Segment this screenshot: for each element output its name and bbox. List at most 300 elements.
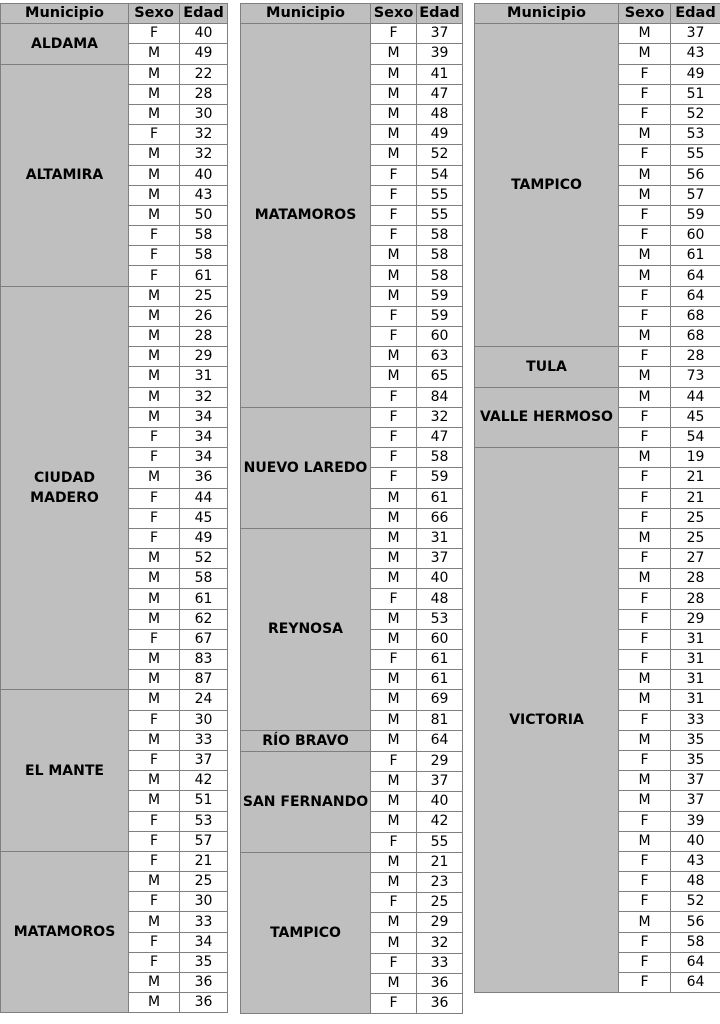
edad-cell: 43: [671, 44, 720, 64]
edad-cell: 83: [180, 650, 228, 670]
sexo-cell: F: [371, 994, 417, 1014]
edad-cell: 61: [671, 246, 720, 266]
edad-cell: 65: [417, 367, 463, 387]
sexo-cell: M: [371, 771, 417, 791]
sexo-cell: M: [619, 912, 671, 932]
sexo-cell: M: [371, 549, 417, 569]
edad-cell: 52: [671, 892, 720, 912]
sexo-cell: M: [371, 367, 417, 387]
sexo-cell: M: [129, 650, 180, 670]
table-row: [1, 64, 228, 84]
edad-cell: 58: [180, 246, 228, 266]
edad-cell: 61: [180, 589, 228, 609]
header-municipio: Municipio: [241, 4, 371, 24]
edad-cell: 32: [180, 387, 228, 407]
sexo-cell: F: [371, 205, 417, 225]
sexo-cell: M: [371, 609, 417, 629]
edad-cell: 63: [417, 347, 463, 367]
sexo-cell: M: [129, 104, 180, 124]
edad-cell: 68: [671, 306, 720, 326]
edad-cell: 37: [180, 750, 228, 770]
sexo-cell: F: [619, 973, 671, 993]
sexo-cell: F: [129, 629, 180, 649]
sexo-cell: M: [619, 831, 671, 851]
table-row: [241, 407, 463, 427]
sexo-cell: F: [371, 407, 417, 427]
edad-cell: 51: [180, 791, 228, 811]
header-row: [475, 4, 720, 24]
edad-cell: 58: [671, 932, 720, 952]
sexo-cell: M: [129, 84, 180, 104]
edad-cell: 44: [671, 387, 720, 407]
sexo-cell: F: [129, 892, 180, 912]
edad-cell: 64: [671, 286, 720, 306]
sexo-cell: F: [371, 589, 417, 609]
edad-cell: 53: [671, 125, 720, 145]
edad-cell: 21: [180, 851, 228, 871]
data-table-middle: [240, 3, 463, 1014]
sexo-cell: F: [619, 104, 671, 124]
sexo-cell: F: [129, 811, 180, 831]
edad-cell: 31: [417, 528, 463, 548]
edad-cell: 29: [417, 751, 463, 771]
sexo-cell: F: [129, 710, 180, 730]
sexo-cell: F: [129, 246, 180, 266]
sexo-cell: F: [619, 892, 671, 912]
sexo-cell: F: [371, 427, 417, 447]
sexo-cell: F: [129, 508, 180, 528]
edad-cell: 58: [180, 569, 228, 589]
sexo-cell: M: [619, 690, 671, 710]
sexo-cell: F: [371, 24, 417, 44]
sexo-cell: M: [129, 589, 180, 609]
header-sexo: Sexo: [129, 4, 180, 24]
sexo-cell: M: [619, 266, 671, 286]
edad-cell: 48: [417, 589, 463, 609]
sexo-cell: F: [619, 427, 671, 447]
header-edad: Edad: [417, 4, 463, 24]
edad-cell: 39: [417, 44, 463, 64]
edad-cell: 62: [180, 609, 228, 629]
edad-cell: 34: [180, 427, 228, 447]
sexo-cell: M: [129, 993, 180, 1013]
edad-cell: 37: [417, 24, 463, 44]
edad-cell: 49: [671, 64, 720, 84]
edad-cell: 25: [180, 286, 228, 306]
edad-cell: 49: [180, 528, 228, 548]
edad-cell: 61: [417, 488, 463, 508]
edad-cell: 44: [180, 488, 228, 508]
sexo-cell: F: [619, 851, 671, 871]
table-row: [1, 851, 228, 871]
edad-cell: 67: [180, 629, 228, 649]
header-municipio: Municipio: [1, 4, 129, 24]
sexo-cell: M: [371, 145, 417, 165]
edad-cell: 40: [417, 792, 463, 812]
sexo-cell: F: [619, 205, 671, 225]
edad-cell: 27: [671, 549, 720, 569]
edad-cell: 47: [417, 427, 463, 447]
sexo-cell: F: [619, 609, 671, 629]
sexo-cell: M: [619, 670, 671, 690]
edad-cell: 31: [671, 650, 720, 670]
municipio-cell: MATAMOROS: [241, 24, 371, 408]
sexo-cell: M: [371, 246, 417, 266]
table-row: [241, 24, 463, 44]
edad-cell: 36: [180, 973, 228, 993]
sexo-cell: F: [129, 125, 180, 145]
header-row: [241, 4, 463, 24]
header-sexo: Sexo: [619, 4, 671, 24]
edad-cell: 33: [180, 730, 228, 750]
sexo-cell: M: [371, 730, 417, 751]
edad-cell: 40: [180, 24, 228, 44]
table-row: [241, 852, 463, 872]
edad-cell: 28: [180, 84, 228, 104]
table-row: [241, 528, 463, 548]
data-table-right: [474, 3, 720, 993]
sexo-cell: M: [129, 387, 180, 407]
municipio-cell: VICTORIA: [475, 448, 619, 993]
edad-cell: 33: [671, 710, 720, 730]
edad-cell: 43: [671, 851, 720, 871]
edad-cell: 32: [417, 933, 463, 953]
sexo-cell: F: [619, 306, 671, 326]
header-municipio: Municipio: [475, 4, 619, 24]
sexo-cell: M: [371, 812, 417, 832]
edad-cell: 31: [671, 670, 720, 690]
edad-cell: 31: [671, 690, 720, 710]
sexo-cell: M: [371, 852, 417, 872]
sexo-cell: F: [371, 832, 417, 852]
edad-cell: 64: [417, 730, 463, 751]
municipio-cell: MATAMOROS: [1, 851, 129, 1013]
edad-cell: 60: [671, 226, 720, 246]
sexo-cell: M: [129, 145, 180, 165]
sexo-cell: F: [371, 226, 417, 246]
edad-cell: 64: [671, 952, 720, 972]
edad-cell: 28: [671, 347, 720, 367]
edad-cell: 57: [180, 831, 228, 851]
sexo-cell: F: [619, 750, 671, 770]
edad-cell: 53: [180, 811, 228, 831]
edad-cell: 49: [417, 125, 463, 145]
edad-cell: 81: [417, 710, 463, 730]
edad-cell: 22: [180, 64, 228, 84]
table-row: [475, 448, 720, 468]
edad-cell: 34: [180, 407, 228, 427]
sexo-cell: M: [619, 771, 671, 791]
sexo-cell: M: [371, 104, 417, 124]
sexo-cell: M: [619, 125, 671, 145]
sexo-cell: F: [619, 811, 671, 831]
edad-cell: 45: [671, 407, 720, 427]
municipio-cell: SAN FERNANDO: [241, 751, 371, 852]
sexo-cell: M: [371, 44, 417, 64]
sexo-cell: F: [619, 145, 671, 165]
sexo-cell: F: [619, 508, 671, 528]
edad-cell: 25: [180, 872, 228, 892]
sexo-cell: F: [129, 24, 180, 44]
edad-cell: 55: [417, 185, 463, 205]
edad-cell: 35: [180, 952, 228, 972]
data-table-left: [0, 3, 228, 1013]
edad-cell: 29: [671, 609, 720, 629]
sexo-cell: M: [129, 347, 180, 367]
sexo-cell: M: [371, 569, 417, 589]
municipio-cell: NUEVO LAREDO: [241, 407, 371, 528]
sexo-cell: M: [129, 791, 180, 811]
sexo-cell: F: [129, 831, 180, 851]
sexo-cell: M: [619, 387, 671, 407]
edad-cell: 61: [180, 266, 228, 286]
edad-cell: 36: [180, 468, 228, 488]
edad-cell: 39: [671, 811, 720, 831]
edad-cell: 68: [671, 327, 720, 347]
sexo-cell: M: [371, 933, 417, 953]
edad-cell: 37: [417, 549, 463, 569]
sexo-cell: F: [619, 347, 671, 367]
municipio-cell: CIUDAD MADERO: [1, 286, 129, 690]
edad-cell: 54: [417, 165, 463, 185]
sexo-cell: M: [371, 710, 417, 730]
edad-cell: 53: [417, 609, 463, 629]
sexo-cell: M: [371, 125, 417, 145]
sexo-cell: F: [619, 589, 671, 609]
edad-cell: 59: [417, 286, 463, 306]
municipio-cell: TAMPICO: [241, 852, 371, 1014]
edad-cell: 32: [417, 407, 463, 427]
table-row: [1, 24, 228, 44]
edad-cell: 36: [180, 993, 228, 1013]
header-sexo: Sexo: [371, 4, 417, 24]
header-edad: Edad: [671, 4, 720, 24]
edad-cell: 57: [671, 185, 720, 205]
edad-cell: 87: [180, 670, 228, 690]
sexo-cell: F: [129, 427, 180, 447]
sexo-cell: M: [371, 84, 417, 104]
sexo-cell: M: [619, 791, 671, 811]
sexo-cell: M: [129, 286, 180, 306]
edad-cell: 58: [417, 246, 463, 266]
edad-cell: 52: [180, 549, 228, 569]
sexo-cell: M: [371, 973, 417, 993]
edad-cell: 42: [180, 771, 228, 791]
sexo-cell: M: [129, 407, 180, 427]
sexo-cell: M: [129, 205, 180, 225]
edad-cell: 31: [180, 367, 228, 387]
edad-cell: 43: [180, 185, 228, 205]
sexo-cell: M: [129, 569, 180, 589]
sexo-cell: F: [129, 266, 180, 286]
edad-cell: 26: [180, 306, 228, 326]
table-row: [475, 347, 720, 367]
sexo-cell: F: [619, 286, 671, 306]
edad-cell: 40: [180, 165, 228, 185]
edad-cell: 60: [417, 327, 463, 347]
edad-cell: 48: [671, 872, 720, 892]
sexo-cell: F: [371, 165, 417, 185]
edad-cell: 40: [417, 569, 463, 589]
sexo-cell: F: [619, 549, 671, 569]
sexo-cell: F: [371, 953, 417, 973]
sexo-cell: F: [619, 84, 671, 104]
sexo-cell: F: [129, 932, 180, 952]
sexo-cell: M: [371, 266, 417, 286]
sexo-cell: M: [619, 165, 671, 185]
municipio-cell: TULA: [475, 347, 619, 387]
table-row: [475, 24, 720, 44]
sexo-cell: M: [619, 44, 671, 64]
edad-cell: 69: [417, 690, 463, 710]
sexo-cell: F: [371, 306, 417, 326]
sexo-cell: M: [371, 64, 417, 84]
sexo-cell: M: [619, 185, 671, 205]
edad-cell: 50: [180, 205, 228, 225]
municipio-cell: TAMPICO: [475, 24, 619, 347]
sexo-cell: M: [129, 327, 180, 347]
sexo-cell: M: [371, 528, 417, 548]
sexo-cell: F: [129, 448, 180, 468]
table-row: [1, 690, 228, 710]
edad-cell: 19: [671, 448, 720, 468]
edad-cell: 58: [417, 448, 463, 468]
edad-cell: 42: [417, 812, 463, 832]
edad-cell: 37: [671, 771, 720, 791]
edad-cell: 56: [671, 912, 720, 932]
sexo-cell: M: [129, 367, 180, 387]
sexo-cell: F: [129, 488, 180, 508]
edad-cell: 55: [671, 145, 720, 165]
edad-cell: 21: [417, 852, 463, 872]
sexo-cell: M: [129, 44, 180, 64]
sexo-cell: M: [129, 690, 180, 710]
sexo-cell: M: [129, 64, 180, 84]
sexo-cell: F: [371, 751, 417, 771]
sexo-cell: F: [619, 488, 671, 508]
sexo-cell: F: [619, 468, 671, 488]
edad-cell: 34: [180, 448, 228, 468]
edad-cell: 33: [417, 953, 463, 973]
municipio-cell: VALLE HERMOSO: [475, 387, 619, 448]
sexo-cell: M: [619, 246, 671, 266]
sexo-cell: M: [129, 468, 180, 488]
edad-cell: 58: [180, 226, 228, 246]
edad-cell: 32: [180, 125, 228, 145]
edad-cell: 24: [180, 690, 228, 710]
edad-cell: 51: [671, 84, 720, 104]
sexo-cell: F: [371, 448, 417, 468]
edad-cell: 52: [671, 104, 720, 124]
edad-cell: 60: [417, 629, 463, 649]
edad-cell: 28: [671, 569, 720, 589]
sexo-cell: F: [129, 226, 180, 246]
edad-cell: 49: [180, 44, 228, 64]
sexo-cell: M: [129, 771, 180, 791]
edad-cell: 33: [180, 912, 228, 932]
header-edad: Edad: [180, 4, 228, 24]
sexo-cell: M: [619, 730, 671, 750]
sexo-cell: F: [619, 64, 671, 84]
edad-cell: 41: [417, 64, 463, 84]
edad-cell: 29: [180, 347, 228, 367]
sexo-cell: M: [619, 24, 671, 44]
edad-cell: 32: [180, 145, 228, 165]
edad-cell: 40: [671, 831, 720, 851]
edad-cell: 45: [180, 508, 228, 528]
sexo-cell: M: [619, 327, 671, 347]
edad-cell: 47: [417, 84, 463, 104]
edad-cell: 21: [671, 488, 720, 508]
edad-cell: 36: [417, 994, 463, 1014]
sexo-cell: M: [371, 872, 417, 892]
edad-cell: 48: [417, 104, 463, 124]
sexo-cell: F: [371, 893, 417, 913]
sexo-cell: M: [371, 690, 417, 710]
sexo-cell: F: [619, 407, 671, 427]
edad-cell: 58: [417, 226, 463, 246]
edad-cell: 54: [671, 427, 720, 447]
sexo-cell: M: [129, 670, 180, 690]
sexo-cell: F: [129, 952, 180, 972]
edad-cell: 36: [417, 973, 463, 993]
edad-cell: 25: [671, 508, 720, 528]
edad-cell: 55: [417, 205, 463, 225]
sexo-cell: F: [371, 387, 417, 407]
edad-cell: 31: [671, 629, 720, 649]
sexo-cell: M: [129, 306, 180, 326]
edad-cell: 37: [671, 791, 720, 811]
edad-cell: 25: [671, 528, 720, 548]
municipio-cell: ALTAMIRA: [1, 64, 129, 286]
sexo-cell: M: [129, 872, 180, 892]
sexo-cell: M: [129, 549, 180, 569]
sexo-cell: F: [371, 185, 417, 205]
sexo-cell: F: [619, 952, 671, 972]
sexo-cell: M: [371, 913, 417, 933]
edad-cell: 35: [671, 730, 720, 750]
sexo-cell: F: [371, 468, 417, 488]
table-row: [241, 730, 463, 751]
edad-cell: 64: [671, 266, 720, 286]
edad-cell: 73: [671, 367, 720, 387]
sexo-cell: F: [129, 750, 180, 770]
sexo-cell: M: [371, 347, 417, 367]
municipio-cell: REYNOSA: [241, 528, 371, 730]
sexo-cell: F: [129, 528, 180, 548]
municipio-cell: ALDAMA: [1, 24, 129, 64]
sexo-cell: F: [371, 327, 417, 347]
sexo-cell: M: [619, 528, 671, 548]
sexo-cell: F: [371, 650, 417, 670]
edad-cell: 66: [417, 508, 463, 528]
sexo-cell: M: [619, 367, 671, 387]
sexo-cell: M: [619, 448, 671, 468]
municipio-cell: RÍO BRAVO: [241, 730, 371, 751]
sexo-cell: F: [619, 872, 671, 892]
edad-cell: 30: [180, 104, 228, 124]
edad-cell: 34: [180, 932, 228, 952]
sexo-cell: M: [371, 670, 417, 690]
edad-cell: 28: [180, 327, 228, 347]
sexo-cell: F: [619, 650, 671, 670]
edad-cell: 84: [417, 387, 463, 407]
edad-cell: 21: [671, 468, 720, 488]
table-row: [241, 751, 463, 771]
edad-cell: 59: [417, 468, 463, 488]
edad-cell: 58: [417, 266, 463, 286]
edad-cell: 55: [417, 832, 463, 852]
